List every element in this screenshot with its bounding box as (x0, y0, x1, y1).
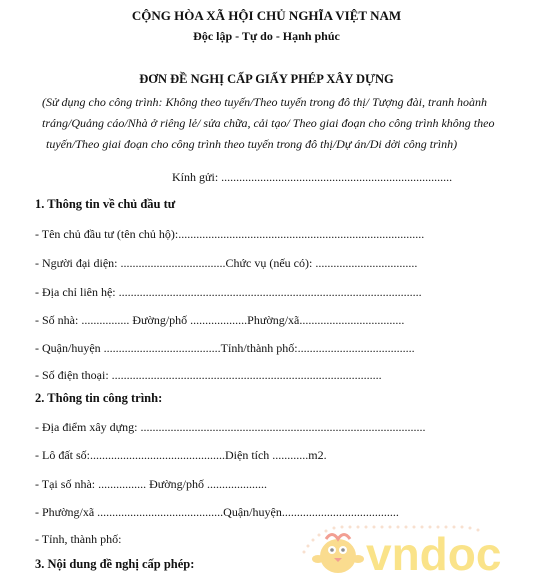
usage-prefix: (Sử dụng cho công trình: (42, 95, 166, 109)
representative-line: - Người đại diện: ...................................Chức vụ (nếu có): .................................. (35, 256, 418, 270)
section-3-title: 3. Nội dung đề nghị cấp phép: (35, 557, 195, 571)
section-2-title: 2. Thông tin công trình: (35, 391, 163, 405)
usage-line-3: tuyến/Theo giai đoạn cho công trình theo tuyến trong đô thị/Dự án/Di dời công trình) (46, 137, 458, 151)
site-ward-line: - Phường/xã ..........................................Quận/huyện....................................... (35, 505, 399, 519)
site-house-number-line: - Tại số nhà: ................ Đường/phố .................... (35, 477, 267, 491)
district-line: - Quận/huyện .......................................Tỉnh/thành phố:....................................... (35, 341, 415, 355)
land-plot-line: - Lô đất số:.............................................Diện tích ............m2. (35, 448, 327, 462)
mascot-icon (312, 535, 364, 574)
site-province-line: - Tỉnh, thành phố: (35, 532, 122, 546)
vndoc-watermark-logo (296, 512, 533, 575)
usage-line-2: tráng/Quảng cáo/Nhà ở riêng lẻ/ sửa chữa, cải tạo/ Theo giai đoạn cho công trình không theo (42, 116, 495, 130)
house-number-line: - Số nhà: ................ Đường/phố ...................Phường/xã................................... (35, 313, 405, 327)
section-1-title: 1. Thông tin về chủ đầu tư (35, 197, 176, 211)
addressee-line: Kính gửi: ............................................................................. (172, 170, 453, 184)
country-heading: CỘNG HÒA XÃ HỘI CHỦ NGHĨA VIỆT NAM (131, 8, 402, 23)
form-title: ĐƠN ĐỀ NGHỊ CẤP GIẤY PHÉP XÂY DỰNG (139, 72, 394, 86)
construction-site-line: - Địa điểm xây dựng: ............................................................................................... (35, 420, 426, 434)
investor-name-line: - Tên chủ đầu tư (tên chủ hộ):.................................................................................. (35, 227, 425, 241)
usage-note (42, 92, 512, 155)
motto: Độc lập - Tự do - Hạnh phúc (193, 29, 340, 43)
contact-address-line: - Địa chỉ liên hệ: ..................................................................................................... (35, 285, 422, 299)
watermark-brand-text: vndoc (366, 528, 502, 575)
usage-line-1: Không theo tuyến/Theo tuyến trong đô thị/ Tượng đài, tranh hoành (165, 95, 488, 109)
phone-line: - Số điện thoại: .......................................................................................... (35, 368, 382, 382)
